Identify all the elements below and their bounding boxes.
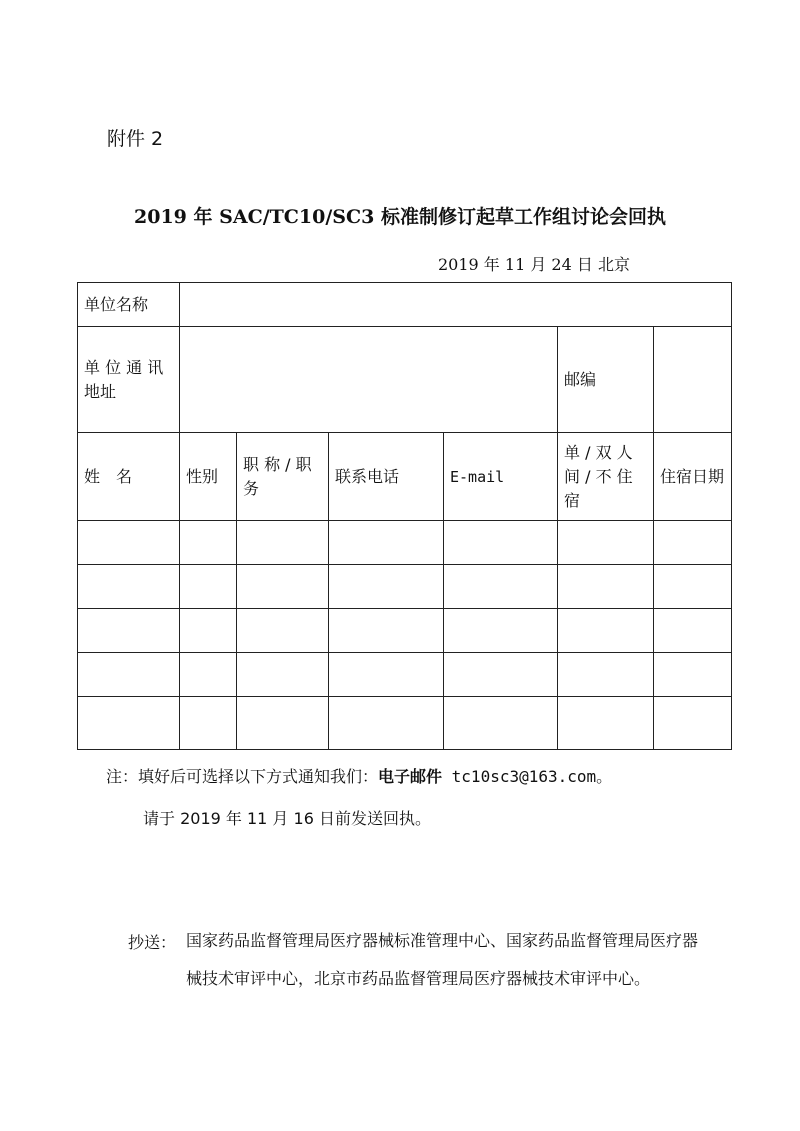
table-cell[interactable]	[78, 653, 180, 697]
table-cell[interactable]	[444, 521, 558, 565]
document-title: 2019 年 SAC/TC10/SC3 标准制修订起草工作组讨论会回执	[134, 206, 666, 228]
note-prefix: 注：填好后可选择以下方式通知我们：	[106, 767, 379, 786]
col-header-phone: 联系电话	[329, 433, 444, 521]
table-cell[interactable]	[654, 565, 732, 609]
col-header-room-type: 单 / 双 人 间 / 不 住 宿	[558, 433, 654, 521]
submission-note	[106, 764, 612, 787]
table-cell[interactable]	[444, 609, 558, 653]
table-cell[interactable]	[180, 653, 237, 697]
table-cell[interactable]	[78, 697, 180, 750]
table-cell[interactable]	[558, 565, 654, 609]
deadline-note: 请于 2019 年 11 月 16 日前发送回执。	[143, 809, 431, 828]
table-cell[interactable]	[180, 565, 237, 609]
table-cell[interactable]	[78, 521, 180, 565]
table-row	[78, 565, 732, 609]
col-header-email: E-mail	[444, 433, 558, 521]
unit-name-row	[78, 283, 732, 327]
table-cell[interactable]	[237, 697, 329, 750]
attachment-label: 附件 2	[107, 128, 164, 150]
table-cell[interactable]	[558, 521, 654, 565]
column-header-row	[78, 433, 732, 521]
table-cell[interactable]	[654, 609, 732, 653]
table-cell[interactable]	[180, 521, 237, 565]
table-row	[78, 697, 732, 750]
table-cell[interactable]	[654, 697, 732, 750]
table-cell[interactable]	[237, 609, 329, 653]
date-location: 2019 年 11 月 24 日 北京	[438, 255, 630, 274]
email-label: 电子邮件	[378, 767, 443, 786]
cc-label: 抄送：	[128, 933, 177, 952]
table-cell[interactable]	[329, 697, 444, 750]
table-cell[interactable]	[558, 653, 654, 697]
table-cell[interactable]	[237, 565, 329, 609]
address-row	[78, 327, 732, 433]
table-cell[interactable]	[654, 653, 732, 697]
table-cell[interactable]	[329, 653, 444, 697]
col-header-stay-dates: 住宿日期	[654, 433, 732, 521]
table-row	[78, 609, 732, 653]
table-cell[interactable]	[78, 609, 180, 653]
table-cell[interactable]	[558, 609, 654, 653]
table-cell[interactable]	[180, 697, 237, 750]
postcode-label: 邮编	[558, 327, 654, 433]
cc-recipients: 国家药品监督管理局医疗器械标准管理中心、国家药品监督管理局医疗器械技术审评中心，北京市药品监督管理局医疗器械技术审评中心。	[186, 931, 699, 988]
contact-email: tc10sc3@163.com。	[442, 767, 613, 786]
table-cell[interactable]	[444, 697, 558, 750]
table-row	[78, 521, 732, 565]
table-cell[interactable]	[654, 521, 732, 565]
unit-name-field[interactable]	[180, 283, 732, 327]
table-cell[interactable]	[78, 565, 180, 609]
registration-form-table	[77, 282, 732, 750]
table-cell[interactable]	[558, 697, 654, 750]
table-cell[interactable]	[444, 565, 558, 609]
table-cell[interactable]	[329, 609, 444, 653]
table-row	[78, 653, 732, 697]
address-label: 单 位 通 讯 地址	[78, 327, 180, 433]
col-header-title-position: 职 称 / 职 务	[237, 433, 329, 521]
table-cell[interactable]	[329, 565, 444, 609]
postcode-field[interactable]	[654, 327, 732, 433]
address-field[interactable]	[180, 327, 558, 433]
table-cell[interactable]	[444, 653, 558, 697]
table-cell[interactable]	[237, 653, 329, 697]
table-cell[interactable]	[329, 521, 444, 565]
table-cell[interactable]	[180, 609, 237, 653]
table-cell[interactable]	[237, 521, 329, 565]
col-header-name: 姓 名	[78, 433, 180, 521]
unit-name-label: 单位名称	[78, 283, 180, 327]
col-header-gender: 性别	[180, 433, 237, 521]
